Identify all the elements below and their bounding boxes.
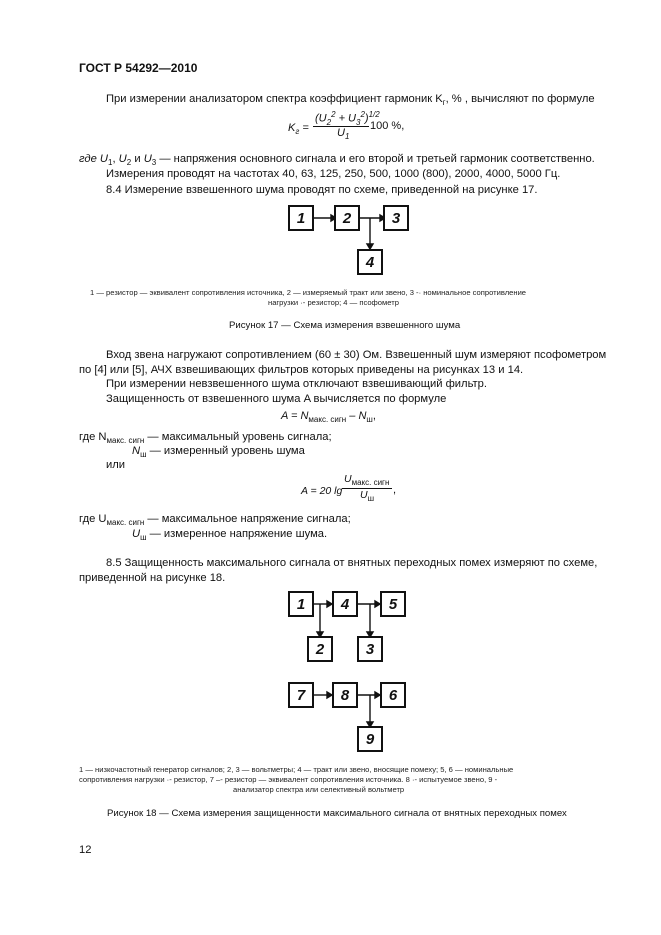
section-8-5-line2: приведенной на рисунке 18.: [79, 572, 226, 584]
fig18-legend-line3: анализатор спектра или селективный вольтметр: [233, 785, 405, 794]
formula-num-u2: (U: [315, 112, 327, 125]
formula-exp: 1/2: [368, 110, 380, 119]
paragraph-harmonic: При измерении анализатором спектра коэффициент гармоник $K_г$, % , вычисляют по формуле: [106, 93, 595, 108]
paragraph-harmonic-text: При измерении анализатором спектра коэффициент гармоник K: [106, 93, 443, 105]
where-umax-text: — максимальное напряжение сигнала;: [144, 513, 351, 525]
formula2-mid: – N: [346, 410, 367, 422]
fig17-box-2: 2: [334, 205, 360, 231]
standard-header: ГОСТ Р 54292—2010: [79, 61, 198, 75]
formula-num-u3: + U: [335, 112, 356, 125]
formula-lhs: K: [288, 122, 296, 134]
formula2-sub-noise: ш: [366, 415, 373, 425]
fig18-legend-line1: 1 — низкочастотный генератор сигналов; 2, 3 — вольтметры; 4 — тракт или звено, вносящие помеху; 5, 6 — номинальные: [79, 765, 514, 774]
fig18-box-1: 1: [288, 591, 314, 617]
fig18-box-9: 9: [357, 726, 383, 752]
formula3-num-sub: макс. сигн: [351, 478, 390, 488]
where-nnoise-sub: ш: [140, 450, 147, 460]
frequencies-text: Измерения проводят на частотах 40, 63, 125, 250, 500, 1000 (800), 2000, 4000, 5000 Гц.: [106, 168, 561, 180]
or-text: или: [106, 459, 126, 471]
where-nnoise-label: N: [132, 445, 141, 457]
fig18-box-2: 2: [307, 636, 333, 662]
para-load-1: Вход звена нагружают сопротивлением (60 ± 30) Ом. Взвешенный шум измеряют псофометром: [106, 349, 607, 361]
formula-den: U: [337, 127, 345, 139]
fig18-caption: Рисунок 18 — Схема измерения защищенности максимального сигнала от внятных переходных помех: [107, 808, 567, 819]
para-load-2: по [4] или [5], АЧХ взвешивающих фильтров которых приведены на рисунках 13 и 14.: [79, 364, 524, 376]
paragraph-harmonic-tail: , % , вычисляют по формуле: [445, 93, 595, 105]
formula-lhs-sub: г: [295, 127, 300, 137]
formula-num-close: ): [364, 112, 369, 125]
fig18-box-6: 6: [380, 682, 406, 708]
where-unoise-text: — измеренное напряжение шума.: [146, 528, 328, 540]
fig18-box-4: 4: [332, 591, 358, 617]
fig18-box-8: 8: [332, 682, 358, 708]
formula3-den-sub: ш: [367, 494, 375, 504]
fig17-box-1: 1: [288, 205, 314, 231]
where-umax-sub: макс. сигн: [106, 518, 145, 528]
page-number: 12: [79, 844, 92, 856]
where-nnoise-text: — измеренный уровень шума: [146, 445, 305, 457]
fig17-legend-line1: 1 — резистор — эквивалент сопротивления источника, 2 — измеряемый тракт или звено, 3 -· номинальное сопротивление: [90, 288, 527, 297]
formula3-den: U: [360, 489, 368, 501]
fig18-box-5: 5: [380, 591, 406, 617]
formula2-lhs: A = N: [281, 410, 309, 422]
section-8-5-line1: 8.5 Защищенность максимального сигнала от внятных переходных помех измеряют по схеме,: [106, 557, 598, 569]
fig17-caption: Рисунок 17 — Схема измерения взвешенного шума: [229, 320, 461, 331]
fig18-box-7: 7: [288, 682, 314, 708]
formula2-end: ,: [372, 410, 376, 422]
formula2-sub-max: макс. сигн: [308, 415, 347, 425]
fig18-legend-line2: сопротивления нагрузки ·- резистор, 7 –- резистор — эквивалент сопротивления источника. 8 ·- испытуемое звено, 9 -: [79, 775, 498, 784]
section-8-4: 8.4 Измерение взвешенного шума проводят по схеме, приведенной на рисунке 17.: [106, 184, 538, 196]
where-umax-label: где U: [79, 513, 107, 525]
formula-den-sub: 1: [344, 132, 350, 142]
where-nmax-sub: макс. сигн: [106, 436, 145, 446]
formula3-end: ,: [393, 484, 397, 496]
fig18-box-3: 3: [357, 636, 383, 662]
formula3-lhs: A = 20 lg: [301, 485, 343, 497]
formula-tail: 100 %,: [370, 120, 405, 132]
where-nmax-text: — максимальный уровень сигнала;: [144, 431, 332, 443]
where-nmax-label: где N: [79, 431, 107, 443]
where-voltages-text: — напряжения основного сигнала и его второй и третьей гармоник соответственно.: [156, 153, 595, 165]
fig17-legend-line2: нагрузки ·- резистор; 4 — псофометр: [268, 298, 399, 307]
where-voltages: где $U_1$, $U_2$ и $U_3$ — напряжения основного сигнала и его второй и третьей гармоник соответственно.: [79, 153, 595, 168]
fig17-box-4: 4: [357, 249, 383, 275]
where-u1: где U: [79, 153, 108, 165]
where-unoise-sub: ш: [140, 533, 147, 543]
fig17-box-3: 3: [383, 205, 409, 231]
para-protection: Защищенность от взвешенного шума A вычисляется по формуле: [106, 393, 447, 405]
formula3-num: U: [344, 473, 352, 485]
para-unweighted: При измерении невзвешенного шума отключают взвешивающий фильтр.: [106, 378, 487, 390]
where-unoise-label: U: [132, 528, 141, 540]
